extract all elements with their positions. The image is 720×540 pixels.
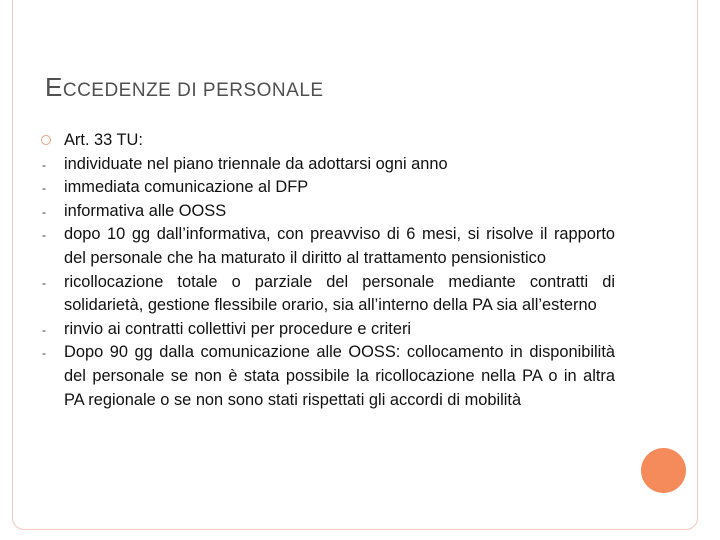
accent-circle-icon	[641, 448, 686, 493]
bullet-text: rinvio ai contratti collettivi per procedure e criteri	[64, 319, 412, 338]
bullet-text: ricollocazione totale o parziale del personale mediante contratti di solidarietà, gestione flessibile orario, sia all’interno della PA sia all’esterno	[64, 272, 615, 315]
bullet-item	[40, 176, 615, 200]
bullet-item	[40, 200, 615, 224]
dash-bullet-icon: -	[42, 228, 46, 243]
bullet-item	[40, 341, 615, 412]
bullet-item	[40, 129, 615, 153]
bullet-list	[40, 129, 615, 412]
dash-bullet-icon: -	[42, 275, 46, 290]
bullet-item	[40, 153, 615, 177]
circle-bullet-icon	[41, 135, 51, 145]
dash-bullet-icon: -	[42, 204, 46, 219]
dash-bullet-icon: -	[42, 322, 46, 337]
bullet-item	[40, 271, 615, 318]
title-initial: E	[45, 72, 63, 102]
dash-bullet-icon: -	[42, 157, 46, 172]
bullet-text: individuate nel piano triennale da adottarsi ogni anno	[64, 154, 448, 173]
bullet-text: Art. 33 TU:	[64, 131, 143, 149]
slide-title	[45, 74, 324, 100]
dash-bullet-icon: -	[42, 181, 46, 196]
bullet-text: informativa alle OOSS	[64, 201, 227, 220]
bullet-text: dopo 10 gg dall’informativa, con preavviso di 6 mesi, si risolve il rapporto del personale che ha maturato il diritto al trattamento pensionistico	[64, 225, 615, 267]
bullet-text: immediata comunicazione al DFP	[64, 178, 309, 197]
bullet-text: Dopo 90 gg dalla comunicazione alle OOSS: collocamento in disponibilità del personale se non è stata possibile la ricollocazione nella PA o in altra PA regionale o se non sono stati rispettati gli accordi di mobilità	[64, 343, 615, 409]
dash-bullet-icon: -	[42, 346, 46, 361]
bullet-item	[40, 318, 615, 342]
title-rest: CCEDENZE DI PERSONALE	[62, 80, 324, 101]
bullet-item	[40, 223, 615, 270]
